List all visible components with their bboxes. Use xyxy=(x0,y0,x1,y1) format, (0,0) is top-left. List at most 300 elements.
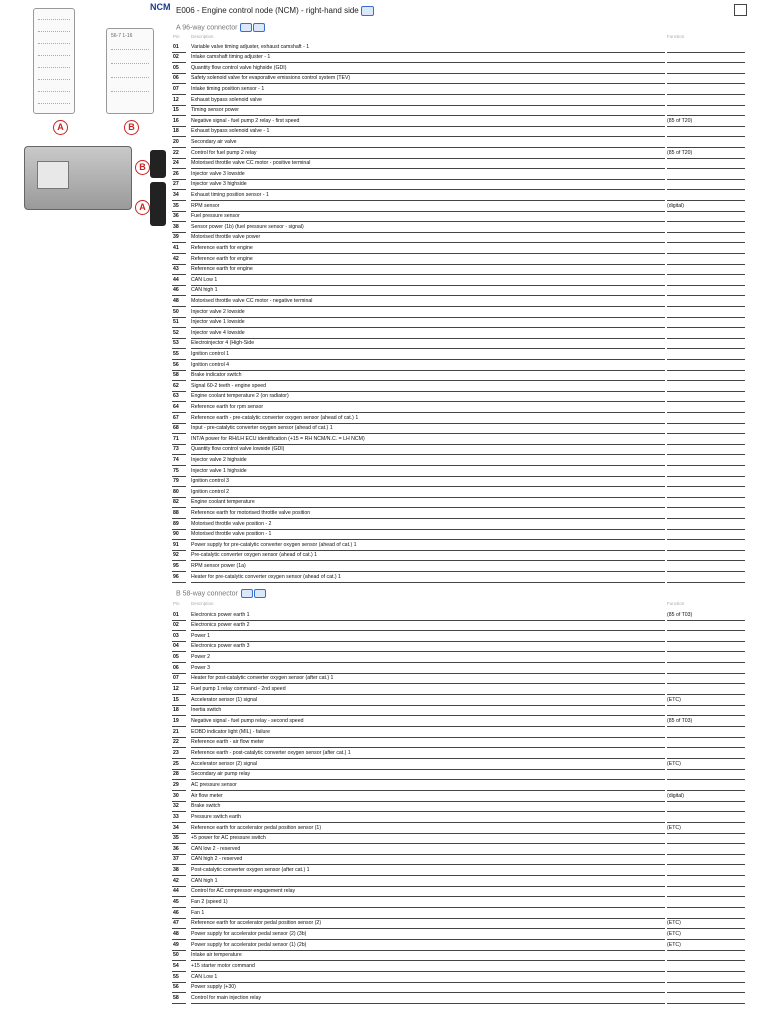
pin-function xyxy=(667,550,745,561)
pin-function xyxy=(667,381,745,392)
pin-number: 58 xyxy=(173,994,179,1001)
pin-number: 35 xyxy=(173,202,179,209)
table-row xyxy=(172,328,747,339)
pin-function xyxy=(667,497,745,508)
connector-illustration xyxy=(0,0,172,240)
table-row xyxy=(172,833,747,844)
pin-function xyxy=(667,854,745,865)
pin-function xyxy=(667,631,745,642)
ncm-badge: NCM xyxy=(150,2,171,12)
table-row xyxy=(172,423,747,434)
pin-number: 42 xyxy=(173,877,179,884)
pin-number: 06 xyxy=(173,664,179,671)
pin-function xyxy=(667,727,745,738)
pin-view-icon[interactable] xyxy=(254,589,266,598)
pin-number: 15 xyxy=(173,107,179,114)
pin-function xyxy=(667,487,745,498)
table-row xyxy=(172,929,747,940)
pin-description: Engine coolant temperature xyxy=(191,497,665,508)
pin-function xyxy=(667,748,745,759)
pin-function xyxy=(667,63,745,74)
table-row xyxy=(172,519,747,530)
table-row xyxy=(172,918,747,929)
pin-number: 47 xyxy=(173,920,179,927)
pin-number: 28 xyxy=(173,771,179,778)
pin-function xyxy=(667,476,745,487)
pin-description: Electronics power earth 1 xyxy=(191,610,665,621)
pin-number: 22 xyxy=(173,149,179,156)
pin-function xyxy=(667,307,745,318)
pin-function xyxy=(667,434,745,445)
pin-function xyxy=(667,780,745,791)
pin-function xyxy=(667,466,745,477)
pin-function xyxy=(667,84,745,95)
pin-description: Reference earth for accelerator pedal position sensor (1) xyxy=(191,823,665,834)
pin-function xyxy=(667,620,745,631)
pin-description: Injector valve 4 lowside xyxy=(191,328,665,339)
pin-number: 02 xyxy=(173,622,179,629)
pin-description: Power 2 xyxy=(191,652,665,663)
table-row xyxy=(172,126,747,137)
table-row xyxy=(172,497,747,508)
table-row xyxy=(172,84,747,95)
pin-description: Electronics power earth 3 xyxy=(191,641,665,652)
pin-number: 68 xyxy=(173,425,179,432)
pin-description: Ignition control 1 xyxy=(191,349,665,360)
table-row xyxy=(172,254,747,265)
pin-description: Injector valve 1 lowside xyxy=(191,317,665,328)
table-row xyxy=(172,232,747,243)
pin-description: Reference earth for engine xyxy=(191,254,665,265)
table-row xyxy=(172,897,747,908)
pin-description: Ignition control 3 xyxy=(191,476,665,487)
pin-number: 35 xyxy=(173,835,179,842)
table-row xyxy=(172,748,747,759)
pin-number: 15 xyxy=(173,696,179,703)
pin-description: Sensor power (1b) (fuel pressure sensor - signal) xyxy=(191,222,665,233)
table-row xyxy=(172,961,747,972)
table-row xyxy=(172,652,747,663)
pin-function xyxy=(667,865,745,876)
section-b-col-headers: Pin Description Function xyxy=(173,601,685,606)
pin-function: (85 of T20) xyxy=(667,148,745,159)
pin-number: 90 xyxy=(173,531,179,538)
pin-description: Negative signal - fuel pump relay - second speed xyxy=(191,716,665,727)
pin-number: 12 xyxy=(173,686,179,693)
pin-number: 91 xyxy=(173,541,179,548)
pin-function xyxy=(667,105,745,116)
pin-function xyxy=(667,243,745,254)
pin-function xyxy=(667,95,745,106)
connector-image-icon[interactable] xyxy=(241,589,253,598)
pin-description: Ignition control 2 xyxy=(191,487,665,498)
pin-function xyxy=(667,317,745,328)
table-row xyxy=(172,940,747,951)
pin-number: 18 xyxy=(173,128,179,135)
pin-number: 34 xyxy=(173,191,179,198)
table-row xyxy=(172,791,747,802)
table-row xyxy=(172,360,747,371)
pin-description: CAN high 2 - reserved xyxy=(191,854,665,865)
pin-description: Injector valve 1 highside xyxy=(191,466,665,477)
pin-number: 30 xyxy=(173,792,179,799)
table-row xyxy=(172,737,747,748)
pin-number: 44 xyxy=(173,276,179,283)
pin-number: 25 xyxy=(173,760,179,767)
pin-number: 73 xyxy=(173,446,179,453)
pin-number: 55 xyxy=(173,350,179,357)
table-row xyxy=(172,865,747,876)
pin-number: 19 xyxy=(173,718,179,724)
table-row xyxy=(172,844,747,855)
plug-a xyxy=(150,182,166,226)
pin-description: Engine coolant temperature 2 (on radiator) xyxy=(191,391,665,402)
table-row xyxy=(172,476,747,487)
pin-function xyxy=(667,508,745,519)
pin-description: Injector valve 2 highside xyxy=(191,455,665,466)
pin-description: Input - pre-catalytic converter oxygen sensor (ahead of cat.) 1 xyxy=(191,423,665,434)
section-b-title: B 58-way connector xyxy=(172,588,747,600)
pin-number: 29 xyxy=(173,781,179,788)
pin-description: Air flow meter xyxy=(191,791,665,802)
pin-function xyxy=(667,801,745,812)
pin-description: Reference earth for accelerator pedal position sensor (2) xyxy=(191,918,665,929)
pin-number: 48 xyxy=(173,931,179,937)
table-row xyxy=(172,52,747,63)
pin-function xyxy=(667,769,745,780)
pin-number: 38 xyxy=(173,867,179,874)
pin-description: Power supply (+30) xyxy=(191,982,665,993)
pin-number: 36 xyxy=(173,213,179,220)
pin-function: (ETC) xyxy=(667,929,745,940)
pin-function xyxy=(667,264,745,275)
table-row xyxy=(172,972,747,983)
pin-description: Control for main injection relay xyxy=(191,993,665,1004)
pin-description: Power 3 xyxy=(191,663,665,674)
pin-description: Brake switch xyxy=(191,801,665,812)
pin-number: 34 xyxy=(173,824,179,831)
pin-description: Motorised throttle valve position - 2 xyxy=(191,519,665,530)
table-row xyxy=(172,540,747,551)
connector-b-diagram xyxy=(106,28,154,114)
pin-number: 56 xyxy=(173,984,179,991)
pin-number: 12 xyxy=(173,96,179,103)
pin-number: 02 xyxy=(173,54,179,61)
table-row xyxy=(172,982,747,993)
pin-function xyxy=(667,137,745,148)
pin-description: Secondary air pump relay xyxy=(191,769,665,780)
pin-function: (85 of T20) xyxy=(667,116,745,127)
pin-number: 92 xyxy=(173,552,179,559)
pin-description: Reference earth for engine xyxy=(191,264,665,275)
table-row xyxy=(172,550,747,561)
table-row xyxy=(172,381,747,392)
pin-number: 62 xyxy=(173,382,179,389)
pin-description: Pre-catalytic converter oxygen sensor (ahead of cat.) 1 xyxy=(191,550,665,561)
table-row xyxy=(172,275,747,286)
pin-function xyxy=(667,908,745,919)
pin-number: 01 xyxy=(173,43,179,50)
pin-function xyxy=(667,529,745,540)
pin-function xyxy=(667,561,745,572)
pin-number: 80 xyxy=(173,488,179,495)
pin-number: 71 xyxy=(173,435,179,442)
pin-number: 16 xyxy=(173,117,179,124)
pin-description: Motorised throttle valve position - 1 xyxy=(191,529,665,540)
pin-description: Negative signal - fuel pump 2 relay - first speed xyxy=(191,116,665,127)
table-row xyxy=(172,727,747,738)
pin-description: Motorised throttle valve CC motor - negative terminal xyxy=(191,296,665,307)
pin-number: 33 xyxy=(173,813,179,820)
table-row xyxy=(172,631,747,642)
pin-description: Brake indicator switch xyxy=(191,370,665,381)
pin-function xyxy=(667,972,745,983)
pin-number: 27 xyxy=(173,181,179,188)
page-header xyxy=(172,4,747,18)
pin-description: Electroinjector 4 (High-Side xyxy=(191,338,665,349)
pin-function: (ETC) xyxy=(667,695,745,706)
pin-number: 22 xyxy=(173,739,179,746)
table-row xyxy=(172,73,747,84)
pin-number: 37 xyxy=(173,856,179,863)
table-row xyxy=(172,716,747,727)
section-a-col-headers: Pin Description Function xyxy=(173,34,685,39)
table-row xyxy=(172,179,747,190)
page-title: E006 - Engine control node (NCM) - right-hand side xyxy=(176,6,359,16)
pin-function xyxy=(667,684,745,695)
pin-description: CAN high 1 xyxy=(191,285,665,296)
section-a-title: A 96-way connector xyxy=(172,22,747,34)
pin-description: CAN high 1 xyxy=(191,876,665,887)
pin-description: Fuel pump 1 relay command - 2nd speed xyxy=(191,684,665,695)
pin-number: 18 xyxy=(173,707,179,714)
pin-description: Electronics power earth 2 xyxy=(191,620,665,631)
connector-view-icon[interactable] xyxy=(361,6,374,16)
pin-function xyxy=(667,222,745,233)
pin-function: (ETC) xyxy=(667,759,745,770)
pin-number: 50 xyxy=(173,308,179,315)
pin-number: 42 xyxy=(173,255,179,262)
pin-number: 36 xyxy=(173,845,179,852)
pin-number: 24 xyxy=(173,160,179,167)
pin-number: 52 xyxy=(173,329,179,336)
pin-function xyxy=(667,338,745,349)
table-row xyxy=(172,487,747,498)
pin-number: 95 xyxy=(173,562,179,569)
pin-description: Exhaust bypass solenoid valve xyxy=(191,95,665,106)
pin-description: Reference earth - pre-catalytic converter oxygen sensor (ahead of cat.) 1 xyxy=(191,413,665,424)
pin-function xyxy=(667,950,745,961)
pin-number: 05 xyxy=(173,64,179,71)
pin-description: Post-catalytic converter oxygen sensor (after cat.) 1 xyxy=(191,865,665,876)
pin-function: (ETC) xyxy=(667,823,745,834)
pin-function xyxy=(667,705,745,716)
pin-function xyxy=(667,349,745,360)
connector-image-icon[interactable] xyxy=(240,23,252,32)
pin-description: RPM sensor xyxy=(191,201,665,212)
pin-number: 21 xyxy=(173,728,179,735)
table-row xyxy=(172,950,747,961)
pin-function xyxy=(667,897,745,908)
pin-function xyxy=(667,876,745,887)
connector-a-diagram xyxy=(33,8,75,114)
pin-number: 89 xyxy=(173,520,179,527)
pin-number: 38 xyxy=(173,223,179,230)
pin-number: 54 xyxy=(173,962,179,969)
pin-view-icon[interactable] xyxy=(253,23,265,32)
table-row xyxy=(172,296,747,307)
pin-number: 82 xyxy=(173,499,179,506)
table-row xyxy=(172,42,747,53)
pin-description: Heater for post-catalytic converter oxygen sensor (after cat.) 1 xyxy=(191,673,665,684)
table-row xyxy=(172,673,747,684)
table-row xyxy=(172,705,747,716)
pin-description: Accelerator sensor (2) signal xyxy=(191,759,665,770)
plug-b xyxy=(150,150,166,178)
pin-number: 56 xyxy=(173,361,179,368)
pin-description: Control for AC compressor engagement relay xyxy=(191,886,665,897)
table-row xyxy=(172,349,747,360)
pin-function xyxy=(667,652,745,663)
pin-number: 51 xyxy=(173,319,179,326)
table-row xyxy=(172,466,747,477)
pin-number: 26 xyxy=(173,170,179,177)
pin-description: Quantity flow control valve highside (GDI) xyxy=(191,63,665,74)
pin-function xyxy=(667,444,745,455)
pin-function xyxy=(667,413,745,424)
pin-number: 01 xyxy=(173,611,179,618)
pin-function xyxy=(667,812,745,823)
table-row xyxy=(172,695,747,706)
pin-description: Injector valve 3 lowside xyxy=(191,169,665,180)
pin-description: INT/A power for RH/LH ECU identification (+15 = RH NCM/N.C. = LH NCM) xyxy=(191,434,665,445)
pin-description: Signal 60-2 teeth - engine speed xyxy=(191,381,665,392)
table-row xyxy=(172,307,747,318)
table-row xyxy=(172,854,747,865)
pin-description: Power supply for accelerator pedal sensor (2) (3b) xyxy=(191,929,665,940)
table-row xyxy=(172,285,747,296)
table-row xyxy=(172,338,747,349)
table-row xyxy=(172,413,747,424)
pin-number: 07 xyxy=(173,85,179,92)
pin-function xyxy=(667,844,745,855)
table-row xyxy=(172,620,747,631)
pin-function: (ETC) xyxy=(667,940,745,951)
pin-function xyxy=(667,296,745,307)
table-row xyxy=(172,780,747,791)
pin-function xyxy=(667,169,745,180)
pin-description: Control for fuel pump 2 relay xyxy=(191,148,665,159)
table-row xyxy=(172,641,747,652)
table-row xyxy=(172,264,747,275)
table-row xyxy=(172,317,747,328)
pin-number: 43 xyxy=(173,266,179,273)
pin-function xyxy=(667,211,745,222)
pin-function xyxy=(667,455,745,466)
pin-function xyxy=(667,254,745,265)
pin-number: 49 xyxy=(173,941,179,948)
pin-function xyxy=(667,402,745,413)
print-icon[interactable] xyxy=(734,4,747,16)
pin-number: 06 xyxy=(173,75,179,82)
pin-description: Injector valve 2 lowside xyxy=(191,307,665,318)
table-row xyxy=(172,663,747,674)
pin-description: Heater for pre-catalytic converter oxygen sensor (ahead of cat.) 1 xyxy=(191,572,665,583)
table-row xyxy=(172,508,747,519)
pin-function: (85 of T03) xyxy=(667,610,745,621)
pin-function xyxy=(667,961,745,972)
plug-b-label: B xyxy=(135,160,150,175)
pin-function xyxy=(667,158,745,169)
table-row xyxy=(172,769,747,780)
pin-function xyxy=(667,641,745,652)
connector-b-pin-text: 56-7 1-16 xyxy=(111,33,133,39)
pin-description: Variable valve timing adjuster, exhaust camshaft - 1 xyxy=(191,42,665,53)
pin-description: EOBD indicator light (MIL) - failure xyxy=(191,727,665,738)
ecu-unit-image xyxy=(24,146,132,210)
table-row xyxy=(172,529,747,540)
pin-function xyxy=(667,52,745,63)
pin-number: 75 xyxy=(173,467,179,474)
pin-function xyxy=(667,572,745,583)
table-row xyxy=(172,211,747,222)
pin-description: Accelerator sensor (1) signal xyxy=(191,695,665,706)
pin-function xyxy=(667,179,745,190)
pin-description: Motorised throttle valve CC motor - positive terminal xyxy=(191,158,665,169)
table-row xyxy=(172,572,747,583)
pin-description: Reference earth for motorised throttle valve position xyxy=(191,508,665,519)
pin-description: Motorised throttle valve power xyxy=(191,232,665,243)
table-row xyxy=(172,370,747,381)
pin-number: 50 xyxy=(173,952,179,959)
pin-function xyxy=(667,190,745,201)
pin-function xyxy=(667,423,745,434)
pin-description: Power supply for pre-catalytic converter oxygen sensor (ahead of cat.) 1 xyxy=(191,540,665,551)
pin-number: 05 xyxy=(173,654,179,661)
pin-function xyxy=(667,833,745,844)
label-a-circle: A xyxy=(53,120,68,135)
pin-description: Intake camshaft timing adjuster - 1 xyxy=(191,52,665,63)
table-row xyxy=(172,993,747,1004)
table-row xyxy=(172,908,747,919)
pin-function xyxy=(667,285,745,296)
pin-function xyxy=(667,663,745,674)
pin-number: 46 xyxy=(173,909,179,916)
pin-number: 96 xyxy=(173,573,179,580)
table-row xyxy=(172,63,747,74)
pin-description: Fuel pressure sensor xyxy=(191,211,665,222)
table-row xyxy=(172,243,747,254)
pin-function xyxy=(667,737,745,748)
pin-description: AC pressure sensor xyxy=(191,780,665,791)
pin-description: Safety solenoid valve for evaporative emissions control system (TEV) xyxy=(191,73,665,84)
pin-description: Reference earth - post-catalytic converter oxygen sensor (after cat.) 1 xyxy=(191,748,665,759)
pin-function xyxy=(667,673,745,684)
pin-description: Pressure switch earth xyxy=(191,812,665,823)
pin-number: 23 xyxy=(173,749,179,756)
pin-description: Power supply for accelerator pedal sensor (1) (2b) xyxy=(191,940,665,951)
pin-description: +15 starter motor command xyxy=(191,961,665,972)
pin-description: Secondary air valve xyxy=(191,137,665,148)
table-row xyxy=(172,201,747,212)
pin-function: (digital) xyxy=(667,791,745,802)
pin-description: Intake timing position sensor - 1 xyxy=(191,84,665,95)
pin-function xyxy=(667,391,745,402)
pin-description: Quantity flow control valve lowside (GDI) xyxy=(191,444,665,455)
pin-description: Inertia switch xyxy=(191,705,665,716)
pin-description: +5 power for AC pressure switch xyxy=(191,833,665,844)
table-row xyxy=(172,148,747,159)
